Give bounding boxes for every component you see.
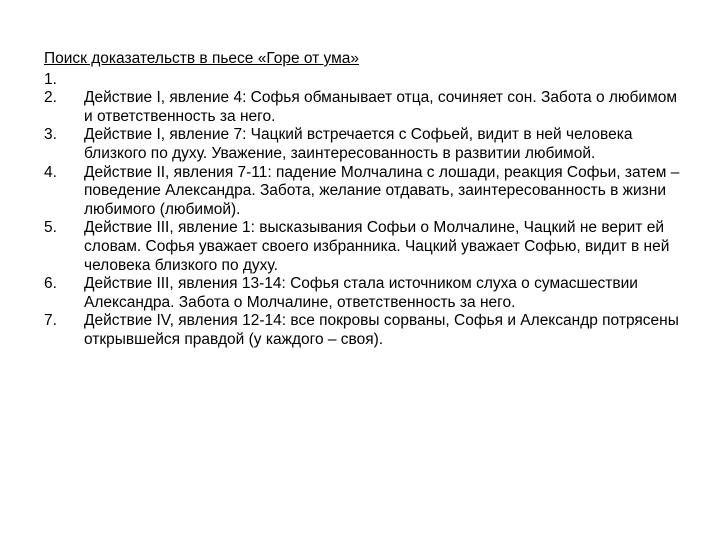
list-item <box>44 71 680 90</box>
list-item <box>44 126 680 163</box>
list-item-text: Действие III, явление 1: высказывания Софьи о Молчалине, Чацкий не верит ей словам. Софья уважает своего избранника. Чацкий уважает Софью, видит в ней человека близкого по духу. <box>84 219 670 274</box>
list-item-number: 1. <box>44 70 57 88</box>
list-item <box>44 219 680 275</box>
list-item-number: 7. <box>44 312 57 330</box>
list-item-number: 3. <box>44 126 57 144</box>
list-item <box>44 89 680 126</box>
list-item-number: 4. <box>44 163 57 181</box>
list-item-text: Действие IV, явления 12-14: все покровы сорваны, Софья и Александр потрясены открывшейся правдой (у каждого – своя). <box>84 312 679 348</box>
document-heading: Поиск доказательств в пьесе «Горе от ума» <box>44 50 360 67</box>
document-body <box>44 50 680 350</box>
list-item-number: 5. <box>44 219 57 237</box>
list-item <box>44 275 680 312</box>
list-item-text: Действие I, явление 7: Чацкий встречается с Софьей, видит в ней человека близкого по духу. Уважение, заинтересованность в развитии любимой. <box>84 126 633 162</box>
list-item-number: 6. <box>44 275 57 293</box>
evidence-list <box>44 71 680 350</box>
list-item <box>44 312 680 349</box>
list-item-text: Действие II, явления 7-11: падение Молчалина с лошади, реакция Софьи, затем – поведение Александра. Забота, желание отдавать, заинтересованность в жизни любимого (любимой). <box>84 163 680 218</box>
list-item <box>44 164 680 220</box>
list-item-number: 2. <box>44 89 57 107</box>
list-item-text: Действие III, явления 13-14: Софья стала источником слуха о сумасшествии Александра. Забота о Молчалине, ответственность за него. <box>84 275 638 311</box>
list-item-text: Действие I, явление 4: Софья обманывает отца, сочиняет сон. Забота о любимом и ответственность за него. <box>84 89 678 125</box>
